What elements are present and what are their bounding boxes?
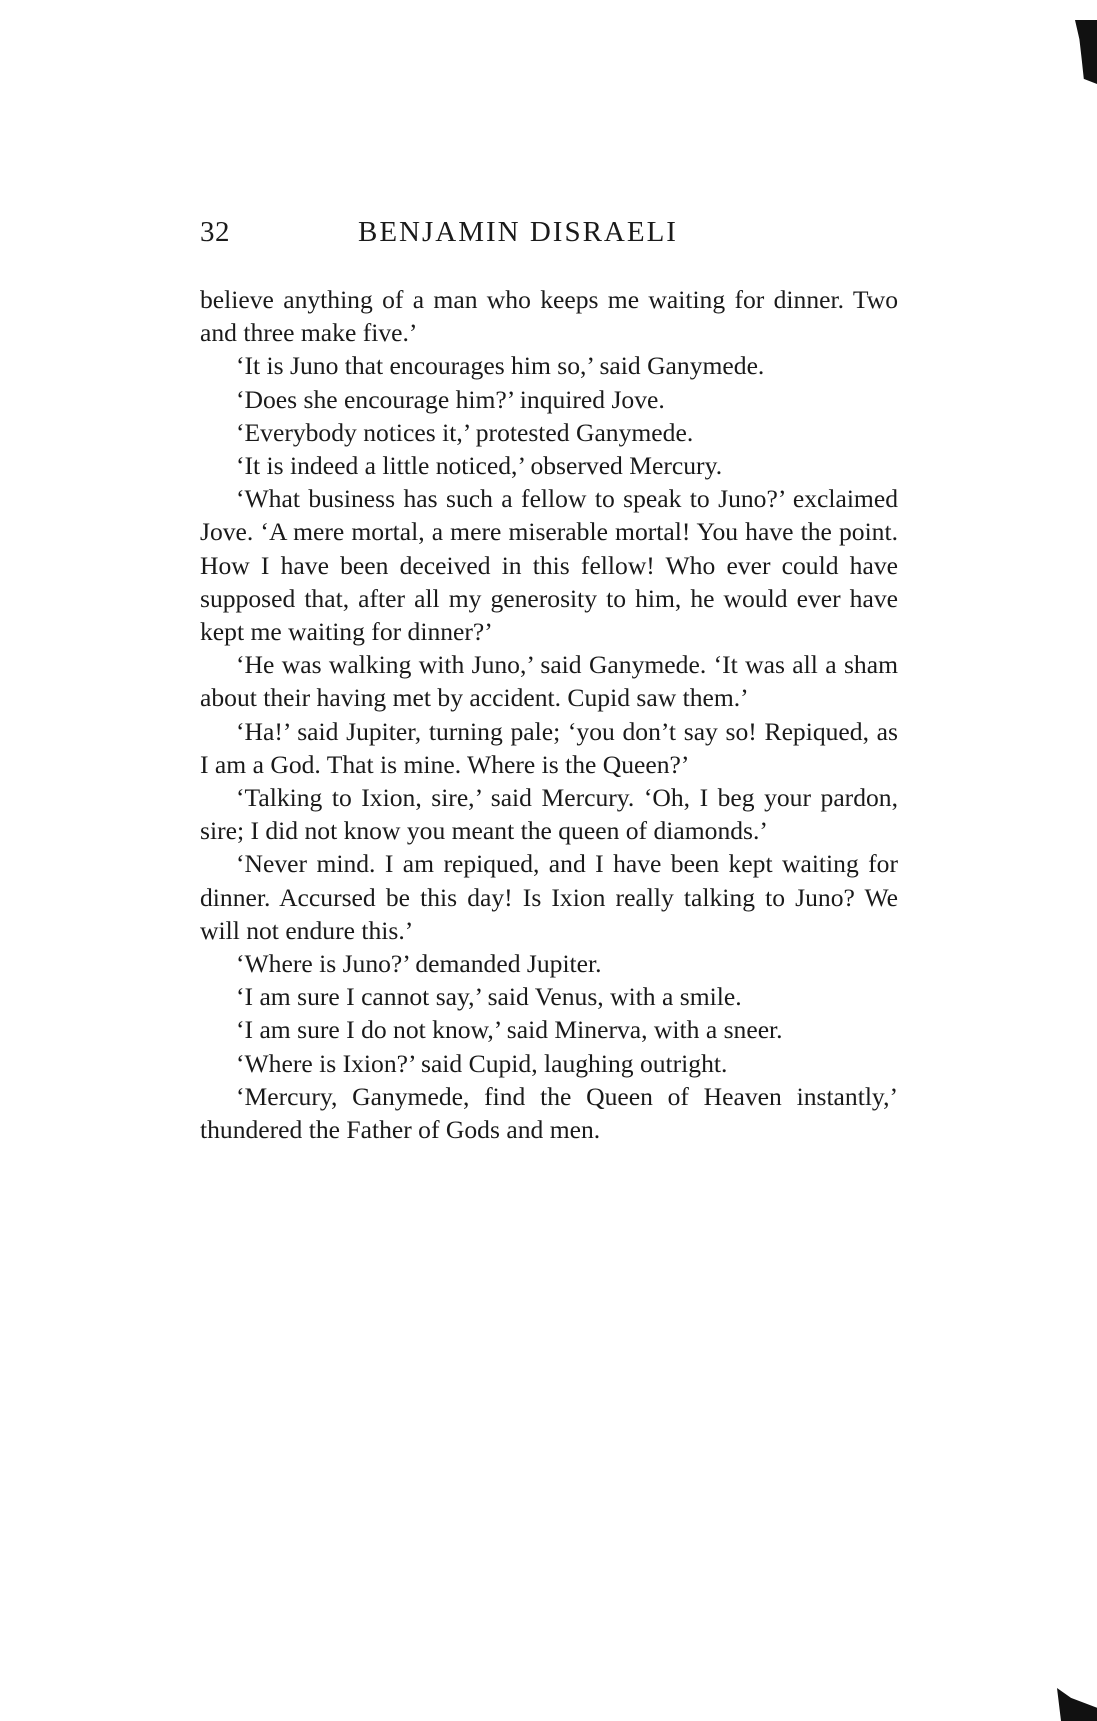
paragraph: ‘It is indeed a little noticed,’ observed Mercury.	[236, 451, 723, 481]
paragraph: ‘It is Juno that encourages him so,’ said Ganymede.	[236, 351, 765, 381]
paragraph: believe anything of a man who keeps me waiting for dinner. Two and three make five.’	[200, 285, 898, 348]
paragraph: ‘He was walking with Juno,’ said Ganymede. ‘It was all a sham about their having met by accident. Cupid saw them.’	[200, 650, 898, 713]
paragraph: ‘Does she encourage him?’ inquired Jove.	[236, 384, 665, 414]
paragraph: ‘Talking to Ixion, sire,’ said Mercury. ‘Oh, I beg your pardon, sire; I did not know you meant the queen of diamonds.’	[200, 783, 898, 846]
paragraph: ‘Where is Juno?’ demanded Jupiter.	[236, 949, 602, 979]
paragraph: ‘Never mind. I am repiqued, and I have been kept waiting for dinner. Accursed be this day! Is Ixion really talking to Juno? We will not endure this.’	[200, 849, 898, 945]
body-text	[200, 283, 898, 1146]
paragraph: ‘Ha!’ said Jupiter, turning pale; ‘you don’t say so! Repiqued, as I am a God. That is mine. Where is the Queen?’	[200, 716, 898, 779]
page-edge-mark-bottom	[1057, 1688, 1097, 1721]
paragraph: ‘Everybody notices it,’ protested Ganymede.	[236, 417, 694, 447]
paragraph: ‘What business has such a fellow to speak to Juno?’ exclaimed Jove. ‘A mere mortal, a mere miserable mortal! You have the point. How I have been deceived in this fellow! Who ever could have supposed that, after all my generosity to him, he would ever have kept me waiting for dinner?’	[200, 484, 898, 647]
running-head: BENJAMIN DISRAELI	[358, 216, 678, 248]
page-number: 32	[200, 216, 230, 248]
page-header	[200, 216, 900, 260]
paragraph: ‘I am sure I cannot say,’ said Venus, with a smile.	[236, 982, 742, 1012]
paragraph: ‘Mercury, Ganymede, find the Queen of Heaven instantly,’ thundered the Father of Gods and men.	[200, 1081, 898, 1145]
paragraph: ‘Where is Ixion?’ said Cupid, laughing outright.	[236, 1048, 728, 1078]
paragraph: ‘I am sure I do not know,’ said Minerva, with a sneer.	[236, 1015, 783, 1045]
page-edge-mark-top	[1075, 20, 1097, 84]
